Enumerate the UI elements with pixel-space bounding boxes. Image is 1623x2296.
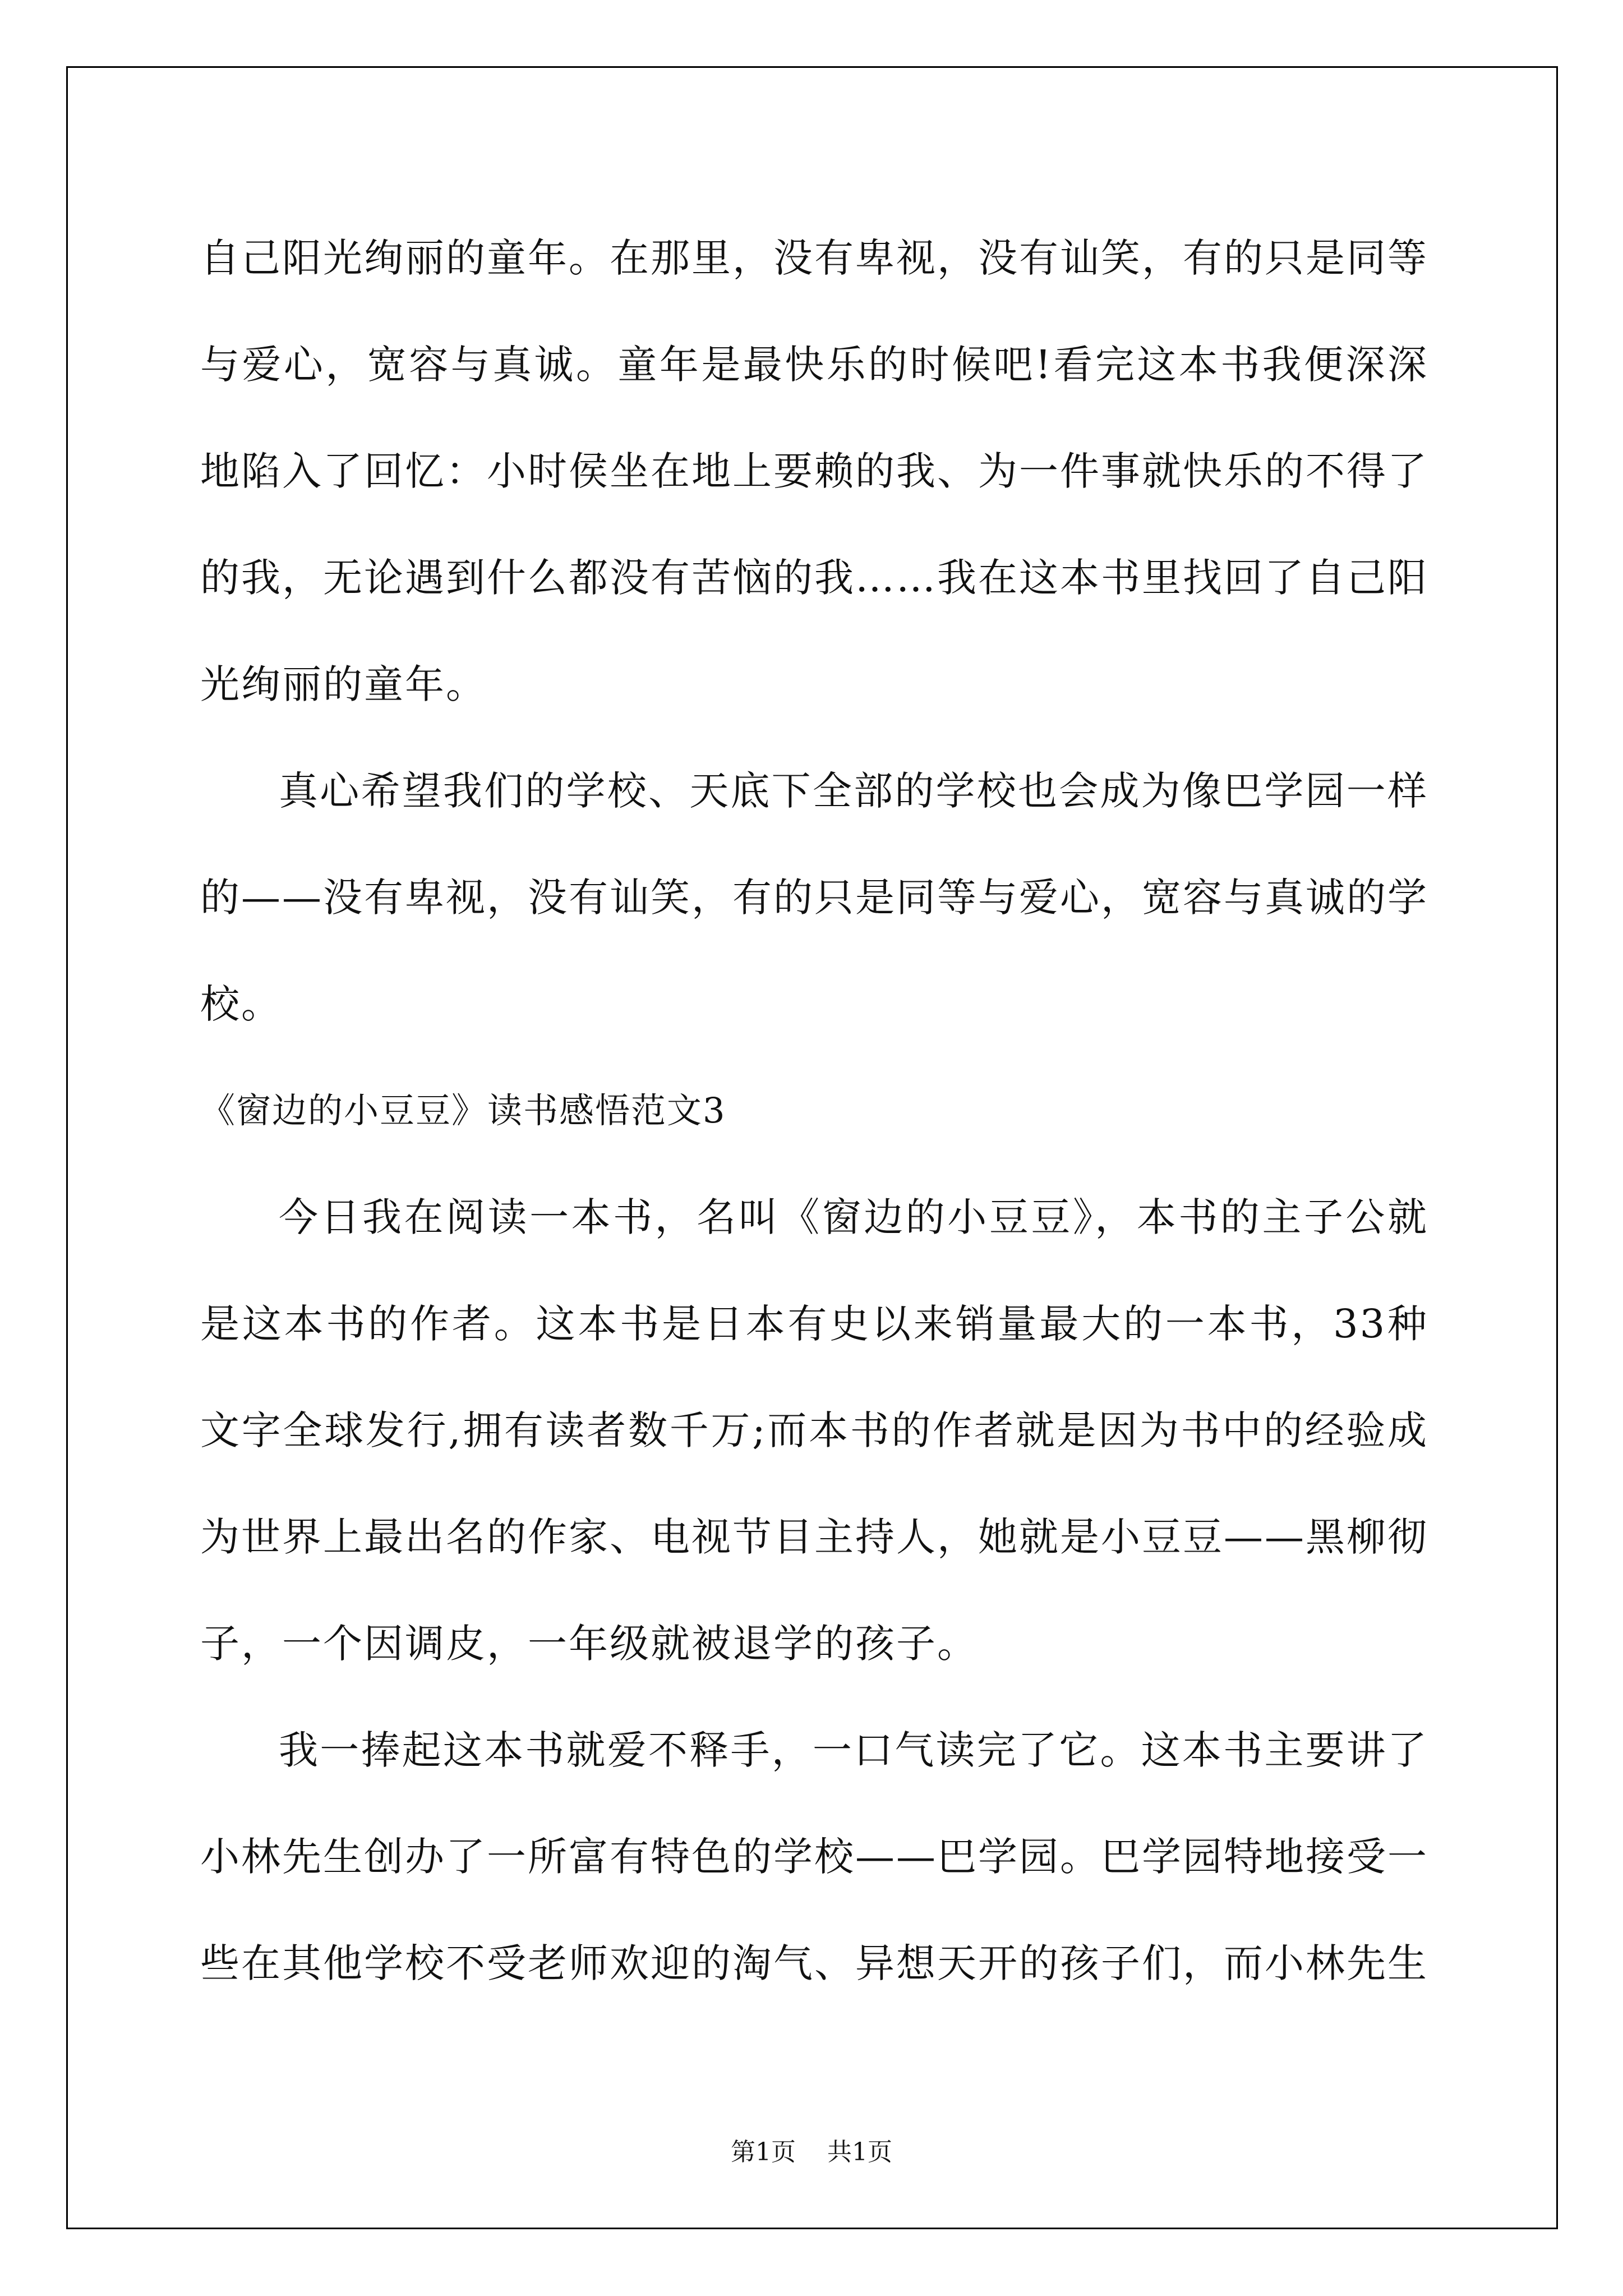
paragraph-summary: 我一捧起这本书就爱不释手，一口气读完了它。这本书主要讲了小林先生创办了一所富有特色的学校——巴学园。巴学园特地接受一些在其他学校不受老师欢迎的淘气、异想天开的孩子们，而小林先生 [200, 1727, 1428, 1986]
page-footer [0, 2132, 1623, 2168]
section-heading: 《窗边的小豆豆》读书感悟范文3 [200, 1090, 726, 1131]
paragraph-wish: 真心希望我们的学校、天底下全部的学校也会成为像巴学园一样的——没有卑视，没有讪笑，有的只是同等与爱心，宽容与真诚的学校。 [200, 768, 1428, 1027]
paragraph-intro: 今日我在阅读一本书，名叫《窗边的小豆豆》，本书的主子公就是这本书的作者。这本书是日本有史以来销量最大的一本书，33种文字全球发行,拥有读者数千万;而本书的作者就是因为书中的经验成为世界上最出名的作家、电视节目主持人，她就是小豆豆——黑柳彻子，一个因调皮，一年级就被退学的孩子。 [200, 1194, 1428, 1667]
page-total: 共1页 [827, 2138, 892, 2166]
page-number: 第1页 [731, 2138, 796, 2166]
document-body [200, 205, 1428, 2017]
paragraph-continuation: 自己阳光绚丽的童年。在那里，没有卑视，没有讪笑，有的只是同等与爱心，宽容与真诚。童年是最快乐的时候吧!看完这本书我便深深地陷入了回忆：小时侯坐在地上要赖的我、为一件事就快乐的不得了的我，无论遇到什么都没有苦恼的我……我在这本书里找回了自己阳光绚丽的童年。 [200, 235, 1428, 707]
